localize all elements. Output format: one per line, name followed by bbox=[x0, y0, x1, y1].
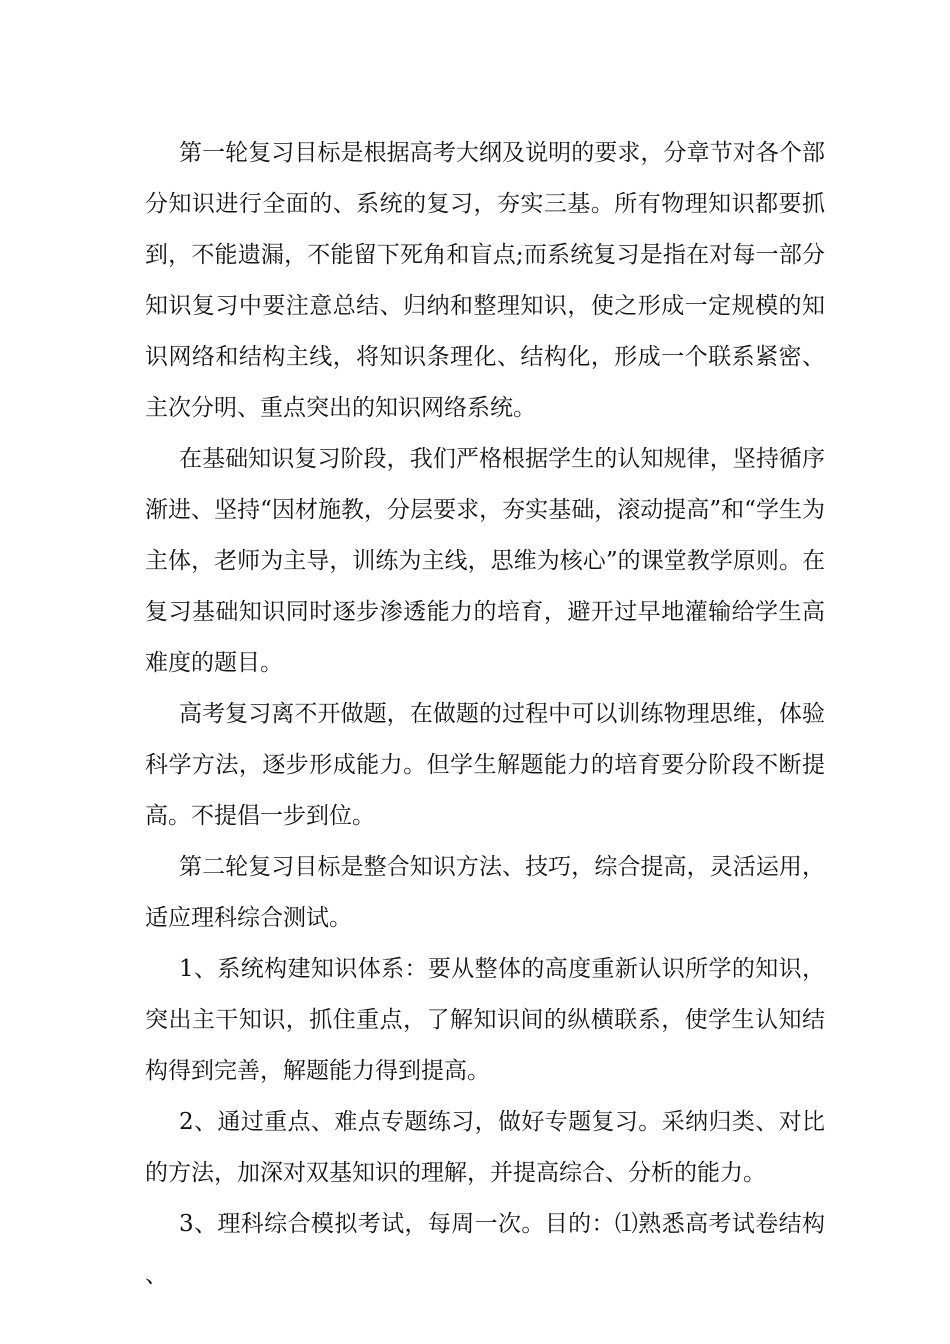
paragraph-basic-knowledge-stage: 在基础知识复习阶段，我们严格根据学生的认知规律，坚持循序渐进、坚持“因材施教，分层要求，夯实基础，滚动提高”和“学生为主体，老师为主导，训练为主线，思维为核心”的课堂教学原则。在复习基础知识同时逐步渗透能力的培育，避开过早地灌输给学生高难度的题目。 bbox=[145, 446, 825, 676]
document-body bbox=[145, 128, 825, 1301]
paragraph-problem-solving: 高考复习离不开做题，在做题的过程中可以训练物理思维，体验科学方法，逐步形成能力。但学生解题能力的培育要分阶段不断提高。不提倡一步到位。 bbox=[145, 701, 825, 829]
paragraph-first-round-goal: 第一轮复习目标是根据高考大纲及说明的要求，分章节对各个部分知识进行全面的、系统的复习，夯实三基。所有物理知识都要抓到，不能遗漏，不能留下死角和盲点;而系统复习是指在对每一部分知识复习中要注意总结、归纳和整理知识，使之形成一定规模的知识网络和结构主线，将知识条理化、结构化，形成一个联系紧密、主次分明、重点突出的知识网络系统。 bbox=[145, 140, 825, 421]
paragraph-item-1: 1、系统构建知识体系：要从整体的高度重新认识所学的知识，突出主干知识，抓住重点，了解知识间的纵横联系，使学生认知结构得到完善，解题能力得到提高。 bbox=[145, 956, 825, 1084]
paragraph-item-3: 3、理科综合模拟考试，每周一次。目的：⑴熟悉高考试卷结构、 bbox=[145, 1211, 825, 1288]
paragraph-second-round-goal: 第二轮复习目标是整合知识方法、技巧，综合提高，灵活运用，适应理科综合测试。 bbox=[145, 854, 825, 931]
paragraph-item-2: 2、通过重点、难点专题练习，做好专题复习。采纳归类、对比的方法，加深对双基知识的理解，并提高综合、分析的能力。 bbox=[145, 1109, 825, 1186]
